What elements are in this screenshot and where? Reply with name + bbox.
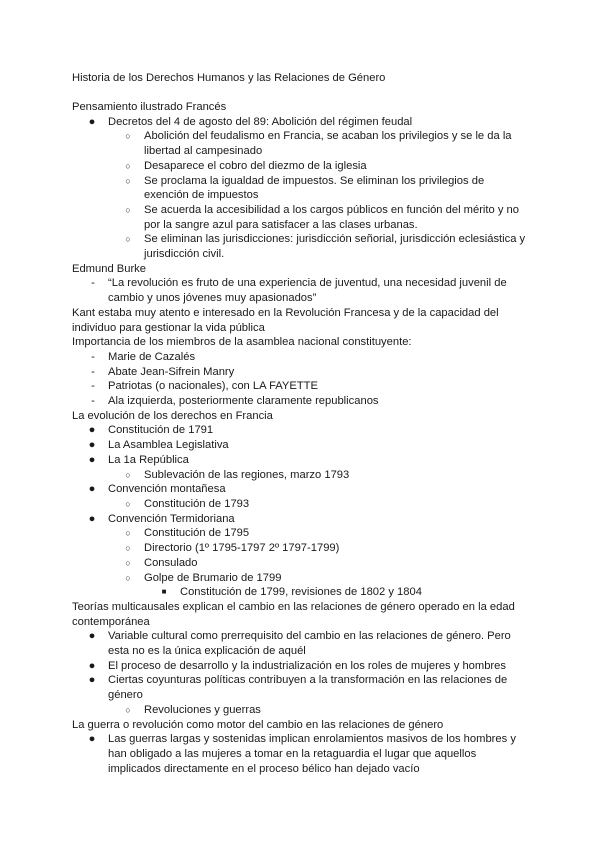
bullet-disc-icon: ● — [88, 659, 96, 672]
bullet-circle-icon: ○ — [125, 543, 131, 554]
bullet-disc-icon: ● — [88, 512, 96, 525]
list-item: ○ Constitución de 1795 — [72, 526, 528, 541]
list-item: ○ Se eliminan las jurisdicciones: jurisdicción señorial, jurisdicción eclesiástica y jurisdicción civil. — [72, 232, 528, 261]
bullet-list — [72, 732, 528, 776]
list-item: ○ Abolición del feudalismo en Francia, se acaban los privilegios y se le da la libertad al campesinado — [72, 129, 528, 158]
paragraph: Kant estaba muy atento e interesado en la Revolución Francesa y de la capacidad del individuo para gestionar la vida pública — [72, 306, 499, 334]
document-body — [72, 100, 528, 776]
bullet-circle-icon: ○ — [125, 498, 131, 509]
bullet-circle-icon: ○ — [125, 572, 131, 583]
list-item: ● Las guerras largas y sostenidas implican enrolamientos masivos de los hombres y han obligado a las mujeres a tomar en la retaguardia el lugar que aquellos implicados directamente en el proceso bélico han dejado vacío — [72, 732, 528, 776]
section-heading: La evolución de los derechos en Francia — [72, 409, 273, 422]
list-item: ○ Directorio (1º 1795-1797 2º 1797-1799) — [72, 541, 528, 556]
list-item: ○ Revoluciones y guerras — [72, 703, 528, 718]
list-item: ● Ciertas coyunturas políticas contribuyen a la transformación en las relaciones de género — [72, 673, 528, 702]
dash-icon: - — [91, 365, 95, 378]
bullet-list — [72, 629, 528, 717]
list-item: ○ Golpe de Brumario de 1799 — [72, 571, 528, 586]
bullet-disc-icon: ● — [88, 453, 96, 466]
list-item: ○ Se proclama la igualdad de impuestos. Se eliminan los privilegios de exención de impuestos — [72, 174, 528, 203]
bullet-circle-icon: ○ — [125, 469, 131, 480]
list-item: ○ Desaparece el cobro del diezmo de la iglesia — [72, 159, 528, 174]
bullet-list — [72, 115, 528, 262]
dash-list — [72, 350, 528, 409]
section-heading: Pensamiento ilustrado Francés — [72, 101, 227, 113]
bullet-circle-icon: ○ — [125, 131, 131, 142]
bullet-disc-icon: ● — [88, 733, 96, 746]
list-item: ○ Consulado — [72, 556, 528, 571]
list-item: ■ Constitución de 1799, revisiones de 1802 y 1804 — [72, 585, 528, 600]
dash-list — [72, 276, 528, 305]
bullet-circle-icon: ○ — [125, 704, 131, 715]
bullet-disc-icon: ● — [88, 483, 96, 496]
bullet-list — [72, 423, 528, 599]
bullet-circle-icon: ○ — [125, 175, 131, 186]
bullet-disc-icon: ● — [88, 674, 96, 687]
bullet-disc-icon: ● — [88, 424, 96, 437]
list-item: ● Decretos del 4 de agosto del 89: Abolición del régimen feudal — [72, 115, 528, 130]
list-item: ● La Asamblea Legislativa — [72, 438, 528, 453]
bullet-circle-icon: ○ — [125, 557, 131, 568]
bullet-circle-icon: ○ — [125, 204, 131, 215]
bullet-disc-icon: ● — [88, 115, 96, 128]
bullet-circle-icon: ○ — [125, 160, 131, 171]
dash-icon: - — [91, 395, 95, 408]
section-heading: La guerra o revolución como motor del cambio en las relaciones de género — [72, 718, 444, 731]
dash-icon: - — [91, 277, 95, 290]
bullet-square-icon: ■ — [161, 587, 167, 597]
list-item: - Patriotas (o nacionales), con LA FAYETTE — [72, 379, 528, 394]
list-item: - Ala izquierda, posteriormente claramente republicanos — [72, 394, 528, 409]
list-item: ○ Se acuerda la accesibilidad a los cargos públicos en función del mérito y no por la sangre azul para satisfacer a las clases urbanas. — [72, 203, 528, 232]
section-heading: Edmund Burke — [72, 262, 147, 275]
list-item: ● Convención montañesa — [72, 482, 528, 497]
bullet-circle-icon: ○ — [125, 234, 131, 245]
list-item: ● Variable cultural como prerrequisito del cambio en las relaciones de género. Pero esta no es la única explicación de aquél — [72, 629, 528, 658]
list-item: - Marie de Cazalés — [72, 350, 528, 365]
list-item: ○ Sublevación de las regiones, marzo 1793 — [72, 468, 528, 483]
section-heading: Teorías multicausales explican el cambio en las relaciones de género operado en la edad contemporánea — [72, 600, 515, 628]
bullet-circle-icon: ○ — [125, 528, 131, 539]
list-item: ○ Constitución de 1793 — [72, 497, 528, 512]
list-item: ● La 1a República — [72, 453, 528, 468]
bullet-disc-icon: ● — [88, 439, 96, 452]
document-title: Historia de los Derechos Humanos y las Relaciones de Género — [72, 72, 386, 84]
bullet-disc-icon: ● — [88, 630, 96, 643]
list-item: ● El proceso de desarrollo y la industrialización en los roles de mujeres y hombres — [72, 659, 528, 674]
list-item: - “La revolución es fruto de una experiencia de juventud, una necesidad juvenil de cambio y unos jóvenes muy apasionados” — [72, 276, 528, 305]
dash-icon: - — [91, 380, 95, 393]
section-heading: Importancia de los miembros de la asamblea nacional constituyente: — [72, 336, 412, 349]
list-item: ● Constitución de 1791 — [72, 423, 528, 438]
list-item: ● Convención Termidoriana — [72, 512, 528, 527]
list-item: - Abate Jean-Sifrein Manry — [72, 365, 528, 380]
dash-icon: - — [91, 350, 95, 363]
